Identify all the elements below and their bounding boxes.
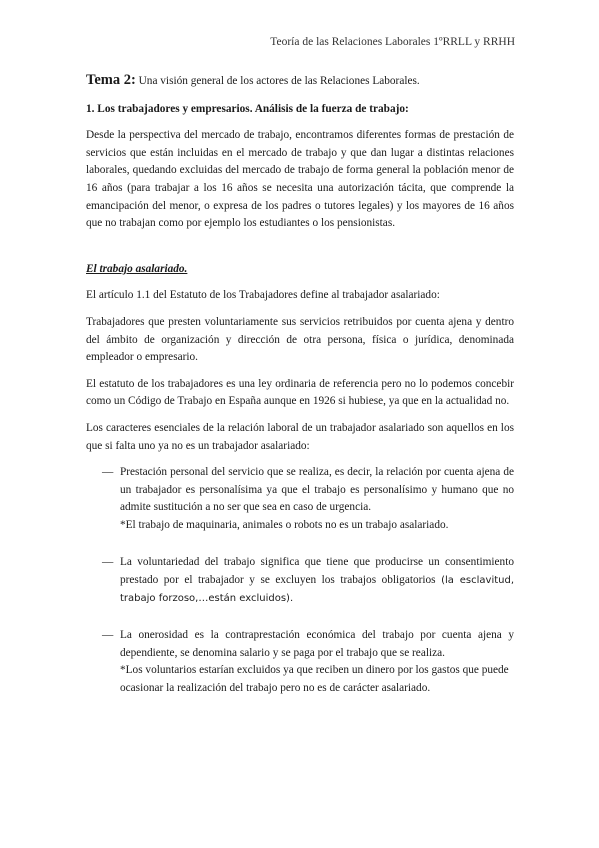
list-item-text: Prestación personal del servicio que se realiza, es decir, la relación por cuenta ajena de un trabajador es personalísima ya que el trabajo es personalísimo y humano que no admite sustitución a no ser que sea en caso de urgencia. — [120, 466, 514, 514]
paragraph-estatuto: El estatuto de los trabajadores es una ley ordinaria de referencia pero no lo podemos concebir como un Código de Trabajo en España aunque en 1926 si hubiese, ya que en la actualidad no. — [86, 377, 514, 408]
list-item — [86, 554, 514, 607]
topic-label: Tema 2: — [86, 72, 136, 88]
document-body — [86, 72, 514, 718]
list-item — [86, 464, 514, 534]
list-item-text: La voluntariedad del trabajo significa que tiene que producirse un consentimiento prestado por el trabajador y se excluyen los trabajos obligatorios — [120, 556, 514, 587]
caracteres-list — [86, 464, 514, 698]
paragraph-caracteres: Los caracteres esenciales de la relación laboral de un trabajador asalariado son aquellos en los que si falta uno ya no es un trabajador asalariado: — [86, 421, 514, 452]
paragraph-definicion: Trabajadores que presten voluntariamente sus servicios retribuidos por cuenta ajena y dentro del ámbito de organización y dirección de otra persona, física o jurídica, denominada empleador o empresario. — [86, 315, 514, 364]
paragraph-intro: Desde la perspectiva del mercado de trabajo, encontramos diferentes formas de prestación de servicios que están incluidas en el mercado de trabajo y que dan lugar a distintas relaciones laborales, quedando excluidas del mercado de trabajo de forma general la población menor de 16 años (para trabajar a los 16 años se necesita una autorización tácita, que comprende la emancipación del menor, o expresa de los padres o tutores legales) y los mayores de 16 años que no trabajan como por ejemplo los estudiantes o los pensionistas. — [86, 129, 514, 230]
paragraph-articulo: El artículo 1.1 del Estatuto de los Trabajadores define al trabajador asalariado: — [86, 289, 440, 302]
list-item-extra: (la esclavitud, trabajo forzoso,…están excluidos). — [120, 575, 515, 604]
list-item-note: *El trabajo de maquinaria, animales o robots no es un trabajo asalariado. — [120, 518, 449, 531]
section-heading-trabajo-asalariado: El trabajo asalariado. — [86, 262, 188, 275]
running-header: Teoría de las Relaciones Laborales 1ºRRLL y RRHH — [270, 36, 515, 48]
topic-text: Una visión general de los actores de las Relaciones Laborales. — [135, 75, 420, 87]
section-heading-1: 1. Los trabajadores y empresarios. Análisis de la fuerza de trabajo: — [86, 102, 409, 115]
dash-bullet: — — [102, 556, 114, 569]
dash-bullet: — — [102, 629, 114, 642]
list-item-text: La onerosidad es la contraprestación económica del trabajo por cuenta ajena y dependiente, se denomina salario y se paga por el trabajo que se realiza. — [120, 629, 514, 659]
topic-title — [86, 72, 514, 91]
list-item-note: *Los voluntarios estarían excluidos ya que reciben un dinero por los gastos que puede ocasionar la realización del trabajo pero no es de carácter asalariado. — [120, 664, 509, 695]
dash-bullet: — — [102, 466, 114, 479]
list-item — [86, 627, 514, 697]
